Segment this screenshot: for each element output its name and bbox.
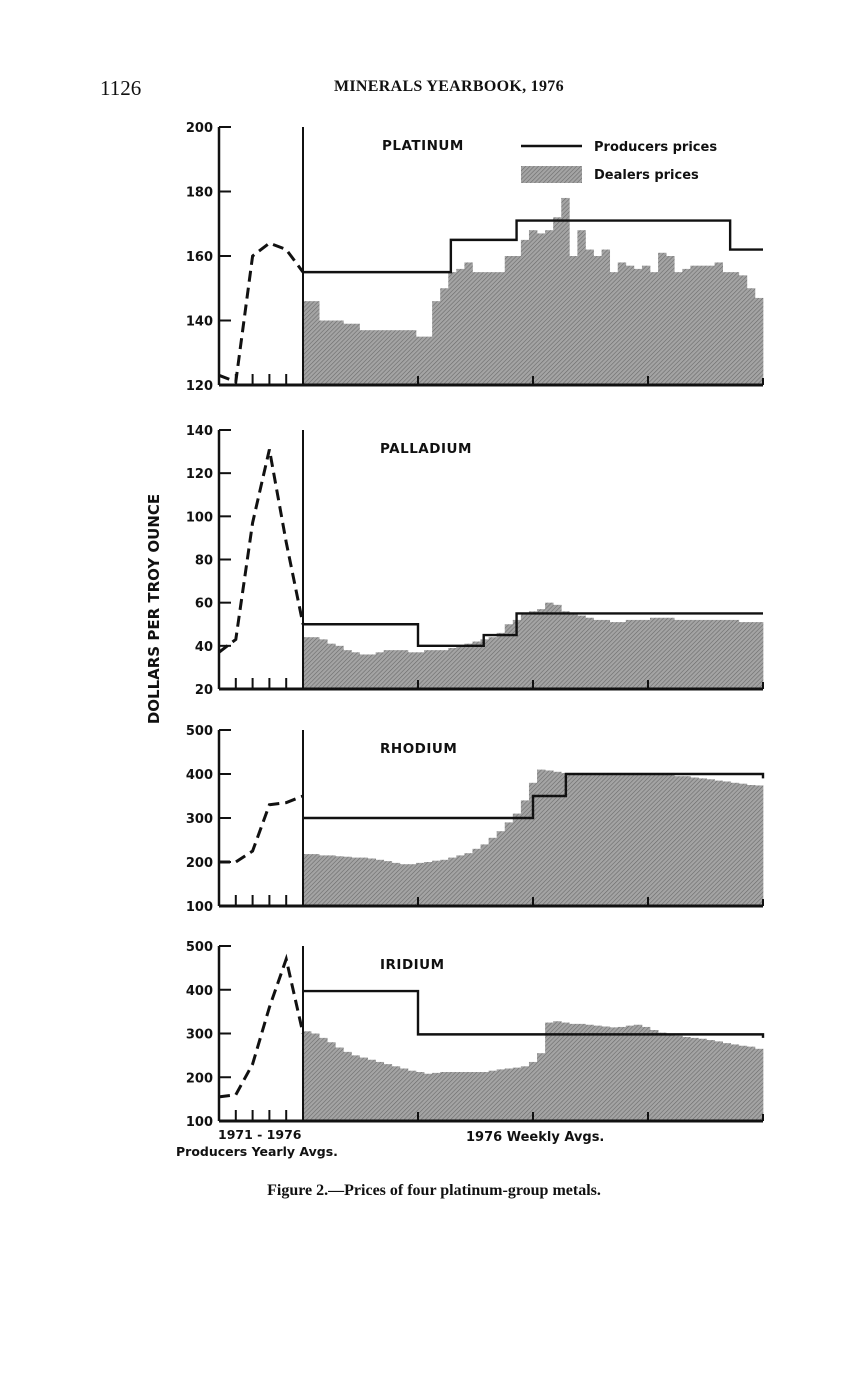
iridium-dealer-bar (545, 1023, 553, 1121)
platinum-dealer-bar (553, 217, 561, 385)
rhodium-dealer-bar (497, 831, 505, 906)
rhodium-dealer-bar (755, 785, 763, 906)
platinum-dealer-bar (545, 230, 553, 385)
figure-caption: Figure 2.—Prices of four platinum-group metals. (267, 1182, 601, 1199)
rhodium-title: RHODIUM (380, 741, 458, 757)
palladium-dealer-bar (448, 648, 456, 689)
legend-producers-label: Producers prices (594, 140, 718, 155)
rhodium-dealer-bar (715, 781, 723, 906)
rhodium-dealer-bar (747, 785, 755, 906)
platinum-panel (186, 121, 763, 394)
legend-dealers-label: Dealers prices (594, 168, 699, 183)
legend-dealers-swatch (521, 166, 582, 183)
rhodium-dealer-bar (707, 779, 715, 906)
iridium-dealer-bar (456, 1072, 464, 1121)
iridium-dealer-bar (464, 1072, 472, 1121)
platinum-dealer-bar (723, 272, 731, 385)
platinum-dealer-bar (634, 269, 642, 385)
platinum-dealer-bar (432, 301, 440, 385)
iridium-dealer-bar (602, 1027, 610, 1122)
iridium-dealer-bar (489, 1071, 497, 1121)
iridium-dealer-bar (658, 1033, 666, 1121)
platinum-dealer-bar (489, 272, 497, 385)
palladium-dealer-bar (440, 650, 448, 689)
rhodium-dealer-bar (537, 770, 545, 906)
iridium-y-tick-label: 500 (185, 940, 213, 955)
iridium-dealer-bar (690, 1038, 698, 1121)
iridium-dealer-bar (723, 1043, 731, 1121)
iridium-dealer-bar (537, 1053, 545, 1121)
rhodium-dealer-bar (513, 814, 521, 906)
palladium-dealer-bar (497, 633, 505, 689)
platinum-dealer-bar (311, 301, 319, 385)
palladium-y-tick-label: 20 (194, 683, 213, 698)
iridium-dealer-bar (392, 1066, 400, 1121)
rhodium-dealer-bar (553, 772, 561, 906)
palladium-dealer-bar (432, 650, 440, 689)
rhodium-dealer-bar (731, 783, 739, 906)
iridium-dealer-bar (432, 1073, 440, 1121)
iridium-y-tick-label: 100 (185, 1115, 213, 1130)
rhodium-dealer-bar (690, 778, 698, 906)
iridium-dealer-bar (650, 1030, 658, 1121)
iridium-title: IRIDIUM (380, 957, 445, 973)
iridium-dealer-bar (674, 1036, 682, 1121)
palladium-title: PALLADIUM (380, 441, 472, 457)
palladium-dealer-bar (408, 652, 416, 689)
palladium-dealer-bar (424, 650, 432, 689)
rhodium-dealer-bar (303, 854, 311, 906)
palladium-panel (186, 424, 763, 698)
platinum-dealer-bar (456, 269, 464, 385)
platinum-dealer-bar (658, 253, 666, 385)
iridium-dealer-bar (497, 1069, 505, 1121)
rhodium-y-tick-label: 500 (185, 724, 213, 739)
iridium-dealer-bar (585, 1025, 593, 1121)
iridium-y-tick-label: 300 (185, 1027, 213, 1043)
palladium-y-tick-label: 40 (194, 639, 213, 655)
palladium-dealer-bar (707, 620, 715, 689)
platinum-dealer-bar (561, 198, 569, 385)
platinum-dealer-bar (569, 256, 577, 385)
palladium-dealer-bar (585, 618, 593, 689)
platinum-dealer-bar (682, 269, 690, 385)
palladium-dealer-bar (319, 639, 327, 689)
palladium-dealer-bar (731, 620, 739, 689)
iridium-producers-weekly-line (303, 991, 763, 1038)
platinum-dealer-bar (537, 233, 545, 385)
rhodium-dealer-bar (440, 860, 448, 906)
palladium-dealer-bar (690, 620, 698, 689)
palladium-dealer-bar (537, 609, 545, 689)
rhodium-dealer-bar (577, 775, 585, 906)
palladium-dealer-bar (642, 620, 650, 689)
iridium-dealer-bar (505, 1069, 513, 1122)
palladium-y-tick-label: 80 (194, 553, 213, 569)
palladium-dealer-bar (456, 646, 464, 689)
platinum-dealer-bar (376, 330, 384, 385)
iridium-dealer-bar (707, 1040, 715, 1121)
iridium-dealer-bar (626, 1026, 634, 1121)
platinum-dealer-bar (650, 272, 658, 385)
rhodium-dealer-bar (327, 855, 335, 906)
iridium-dealer-bar (642, 1027, 650, 1121)
palladium-dealer-bar (602, 620, 610, 689)
platinum-dealer-bar (755, 298, 763, 385)
palladium-dealer-bar (553, 605, 561, 689)
legend (521, 140, 717, 183)
platinum-dealer-bar (440, 288, 448, 385)
platinum-dealer-bar (424, 337, 432, 385)
running-head: MINERALS YEARBOOK, 1976 (334, 78, 564, 95)
platinum-dealer-bar (343, 324, 351, 385)
iridium-dealer-bar (569, 1024, 577, 1121)
palladium-dealer-bar (594, 620, 602, 689)
rhodium-dealer-bar (481, 844, 489, 906)
palladium-dealer-bar (658, 618, 666, 689)
rhodium-dealer-bar (626, 774, 634, 906)
rhodium-y-tick-label: 200 (185, 856, 213, 871)
rhodium-dealer-bar (400, 864, 408, 906)
iridium-dealer-bar (739, 1046, 747, 1121)
palladium-dealer-bar (351, 652, 359, 689)
palladium-y-tick-label: 100 (185, 510, 213, 526)
palladium-dealer-bar (472, 642, 480, 689)
platinum-dealer-bar (448, 272, 456, 385)
platinum-dealer-bar (368, 330, 376, 385)
iridium-dealer-bar (472, 1072, 480, 1121)
palladium-dealer-bar (368, 654, 376, 689)
platinum-dealer-bar (529, 230, 537, 385)
x-left-label-avgs: Producers Yearly Avgs. (176, 1144, 338, 1159)
iridium-dealer-bar (351, 1055, 359, 1121)
platinum-y-tick-label: 180 (185, 185, 213, 201)
y-axis-label: DOLLARS PER TROY OUNCE (145, 493, 163, 725)
palladium-dealer-bar (376, 652, 384, 689)
rhodium-dealer-bar (545, 770, 553, 906)
iridium-dealer-bar (343, 1052, 351, 1121)
palladium-dealer-bar (569, 613, 577, 689)
platinum-dealer-bar (731, 272, 739, 385)
iridium-dealer-bar (319, 1038, 327, 1121)
rhodium-dealer-bar (602, 775, 610, 906)
platinum-dealer-bar (384, 330, 392, 385)
platinum-dealer-bar (585, 250, 593, 385)
rhodium-dealer-bar (610, 774, 618, 906)
rhodium-dealer-bar (594, 775, 602, 906)
rhodium-dealer-bar (464, 853, 472, 906)
rhodium-dealer-bar (472, 849, 480, 906)
iridium-dealer-bar (384, 1064, 392, 1121)
iridium-dealer-bar (359, 1058, 367, 1121)
palladium-dealer-bar (400, 650, 408, 689)
platinum-dealer-bar (739, 275, 747, 385)
platinum-dealer-bar (642, 266, 650, 385)
palladium-dealer-bar (335, 646, 343, 689)
palladium-dealer-bar (311, 637, 319, 689)
rhodium-panel (186, 724, 763, 915)
platinum-dealer-bar (505, 256, 513, 385)
iridium-dealer-bar (376, 1062, 384, 1121)
iridium-dealer-bar (448, 1072, 456, 1121)
rhodium-dealer-bar (505, 822, 513, 906)
palladium-dealer-bar (384, 650, 392, 689)
x-left-label-years: 1971 - 1976 (218, 1127, 302, 1142)
platinum-y-tick-label: 140 (185, 314, 213, 330)
platinum-dealer-bar (747, 288, 755, 385)
iridium-dealer-bar (327, 1042, 335, 1121)
platinum-dealer-bar (707, 266, 715, 385)
palladium-dealer-bar (610, 622, 618, 689)
rhodium-dealer-bar (311, 854, 319, 906)
rhodium-dealer-bar (343, 857, 351, 906)
platinum-dealer-bar (577, 230, 585, 385)
iridium-dealer-bar (481, 1072, 489, 1121)
palladium-yearly-producers-line (219, 449, 303, 652)
rhodium-dealer-bar (448, 858, 456, 906)
rhodium-dealer-bar (489, 838, 497, 906)
iridium-y-tick-label: 200 (185, 1071, 213, 1087)
rhodium-dealer-bar (723, 781, 731, 906)
palladium-dealer-bar (747, 622, 755, 689)
rhodium-dealer-bar (384, 861, 392, 906)
platinum-dealer-bar (464, 262, 472, 385)
iridium-dealer-bar (311, 1034, 319, 1122)
iridium-dealer-bar (440, 1072, 448, 1121)
palladium-dealer-bar (650, 618, 658, 689)
rhodium-dealer-bar (585, 775, 593, 906)
iridium-dealer-bar (682, 1037, 690, 1121)
iridium-dealer-bar (747, 1047, 755, 1121)
palladium-dealer-bar (626, 620, 634, 689)
platinum-dealer-bar (497, 272, 505, 385)
platinum-dealer-bar (327, 321, 335, 386)
iridium-dealer-bar (303, 1031, 311, 1121)
platinum-title: PLATINUM (382, 138, 464, 154)
platinum-dealer-bar (392, 330, 400, 385)
palladium-dealer-bar (739, 622, 747, 689)
palladium-dealer-bar (343, 650, 351, 689)
palladium-dealer-bar (682, 620, 690, 689)
palladium-dealer-bar (577, 616, 585, 689)
iridium-dealer-bar (400, 1069, 408, 1122)
palladium-dealer-bar (698, 620, 706, 689)
rhodium-y-tick-label: 400 (185, 768, 213, 783)
rhodium-dealer-bar (634, 773, 642, 906)
rhodium-dealer-bar (392, 863, 400, 906)
iridium-yearly-producers-line (219, 959, 303, 1097)
palladium-dealer-bar (392, 650, 400, 689)
rhodium-dealer-bar (618, 774, 626, 906)
rhodium-dealer-bar (424, 862, 432, 906)
rhodium-dealer-bar (335, 856, 343, 906)
platinum-dealer-bar (319, 321, 327, 386)
palladium-dealer-bar (634, 620, 642, 689)
palladium-dealer-bar (303, 637, 311, 689)
rhodium-dealer-bar (368, 858, 376, 906)
page-number: 1126 (100, 76, 142, 100)
platinum-dealer-bar (602, 250, 610, 385)
rhodium-dealer-bar (682, 776, 690, 906)
platinum-dealer-bar (303, 301, 311, 385)
palladium-y-tick-label: 140 (185, 424, 213, 439)
platinum-dealer-bar (481, 272, 489, 385)
platinum-dealer-bar (513, 256, 521, 385)
platinum-y-tick-label: 120 (185, 379, 213, 394)
platinum-dealer-bar (335, 321, 343, 386)
platinum-dealer-bar (618, 262, 626, 385)
platinum-dealer-bar (626, 266, 634, 385)
platinum-dealer-bar (359, 330, 367, 385)
rhodium-dealer-bar (674, 776, 682, 906)
iridium-dealer-bar (513, 1068, 521, 1121)
iridium-dealer-bar (755, 1049, 763, 1121)
rhodium-dealer-bar (432, 861, 440, 906)
palladium-y-tick-label: 60 (194, 596, 213, 612)
rhodium-dealer-bar (408, 864, 416, 906)
iridium-dealer-bar (594, 1026, 602, 1121)
palladium-dealer-bar (618, 622, 626, 689)
rhodium-dealer-bar (642, 773, 650, 906)
platinum-dealer-bar (666, 256, 674, 385)
palladium-dealer-bar (327, 644, 335, 689)
iridium-dealer-bar (731, 1044, 739, 1121)
platinum-y-tick-label: 200 (185, 121, 213, 136)
iridium-dealer-bar (715, 1041, 723, 1121)
platinum-dealer-bar (715, 262, 723, 385)
platinum-dealer-bar (521, 240, 529, 385)
palladium-dealer-bar (359, 654, 367, 689)
palladium-dealer-bar (521, 613, 529, 689)
palladium-dealer-bar (464, 644, 472, 689)
iridium-panel (186, 940, 763, 1130)
iridium-dealer-bar (666, 1034, 674, 1121)
iridium-dealer-bar (521, 1066, 529, 1121)
iridium-dealer-bar (335, 1048, 343, 1122)
rhodium-dealer-bar (739, 784, 747, 906)
platinum-dealer-bar (351, 324, 359, 385)
rhodium-dealer-bar (658, 774, 666, 906)
platinum-yearly-producers-line (219, 243, 303, 382)
palladium-dealer-bar (674, 620, 682, 689)
x-right-label: 1976 Weekly Avgs. (466, 1130, 605, 1145)
iridium-y-tick-label: 400 (185, 983, 213, 999)
platinum-dealer-bar (400, 330, 408, 385)
palladium-dealer-bar (755, 622, 763, 689)
platinum-dealer-bar (698, 266, 706, 385)
palladium-y-tick-label: 120 (185, 467, 213, 483)
platinum-dealer-bar (610, 272, 618, 385)
rhodium-dealer-bar (456, 855, 464, 906)
rhodium-dealer-bar (359, 858, 367, 906)
rhodium-y-tick-label: 300 (185, 812, 213, 827)
platinum-y-tick-label: 160 (185, 250, 213, 265)
iridium-dealer-bar (408, 1071, 416, 1121)
rhodium-yearly-producers-line (219, 796, 303, 862)
platinum-dealer-bar (594, 256, 602, 385)
platinum-dealer-bar (674, 272, 682, 385)
iridium-dealer-bar (577, 1024, 585, 1121)
palladium-dealer-bar (561, 611, 569, 689)
iridium-dealer-bar (561, 1023, 569, 1121)
iridium-dealer-bar (610, 1027, 618, 1121)
iridium-dealer-bar (618, 1027, 626, 1121)
palladium-dealer-bar (666, 618, 674, 689)
iridium-dealer-bar (553, 1021, 561, 1121)
rhodium-dealer-bar (666, 775, 674, 906)
iridium-dealer-bar (368, 1060, 376, 1121)
rhodium-dealer-bar (698, 778, 706, 906)
platinum-dealer-bar (408, 330, 416, 385)
rhodium-y-tick-label: 100 (185, 900, 213, 915)
iridium-dealer-bar (634, 1025, 642, 1121)
palladium-dealer-bar (723, 620, 731, 689)
rhodium-dealer-bar (319, 855, 327, 906)
platinum-dealer-bar (690, 266, 698, 385)
rhodium-dealer-bar (650, 774, 658, 906)
palladium-dealer-bar (529, 611, 537, 689)
palladium-dealer-bar (545, 603, 553, 689)
rhodium-dealer-bar (376, 860, 384, 906)
iridium-dealer-bar (698, 1039, 706, 1121)
rhodium-dealer-bar (521, 800, 529, 906)
platinum-dealer-bar (472, 272, 480, 385)
iridium-dealer-bar (424, 1074, 432, 1121)
rhodium-dealer-bar (351, 858, 359, 906)
palladium-dealer-bar (715, 620, 723, 689)
palladium-dealer-bar (489, 637, 497, 689)
rhodium-dealer-bar (569, 774, 577, 906)
